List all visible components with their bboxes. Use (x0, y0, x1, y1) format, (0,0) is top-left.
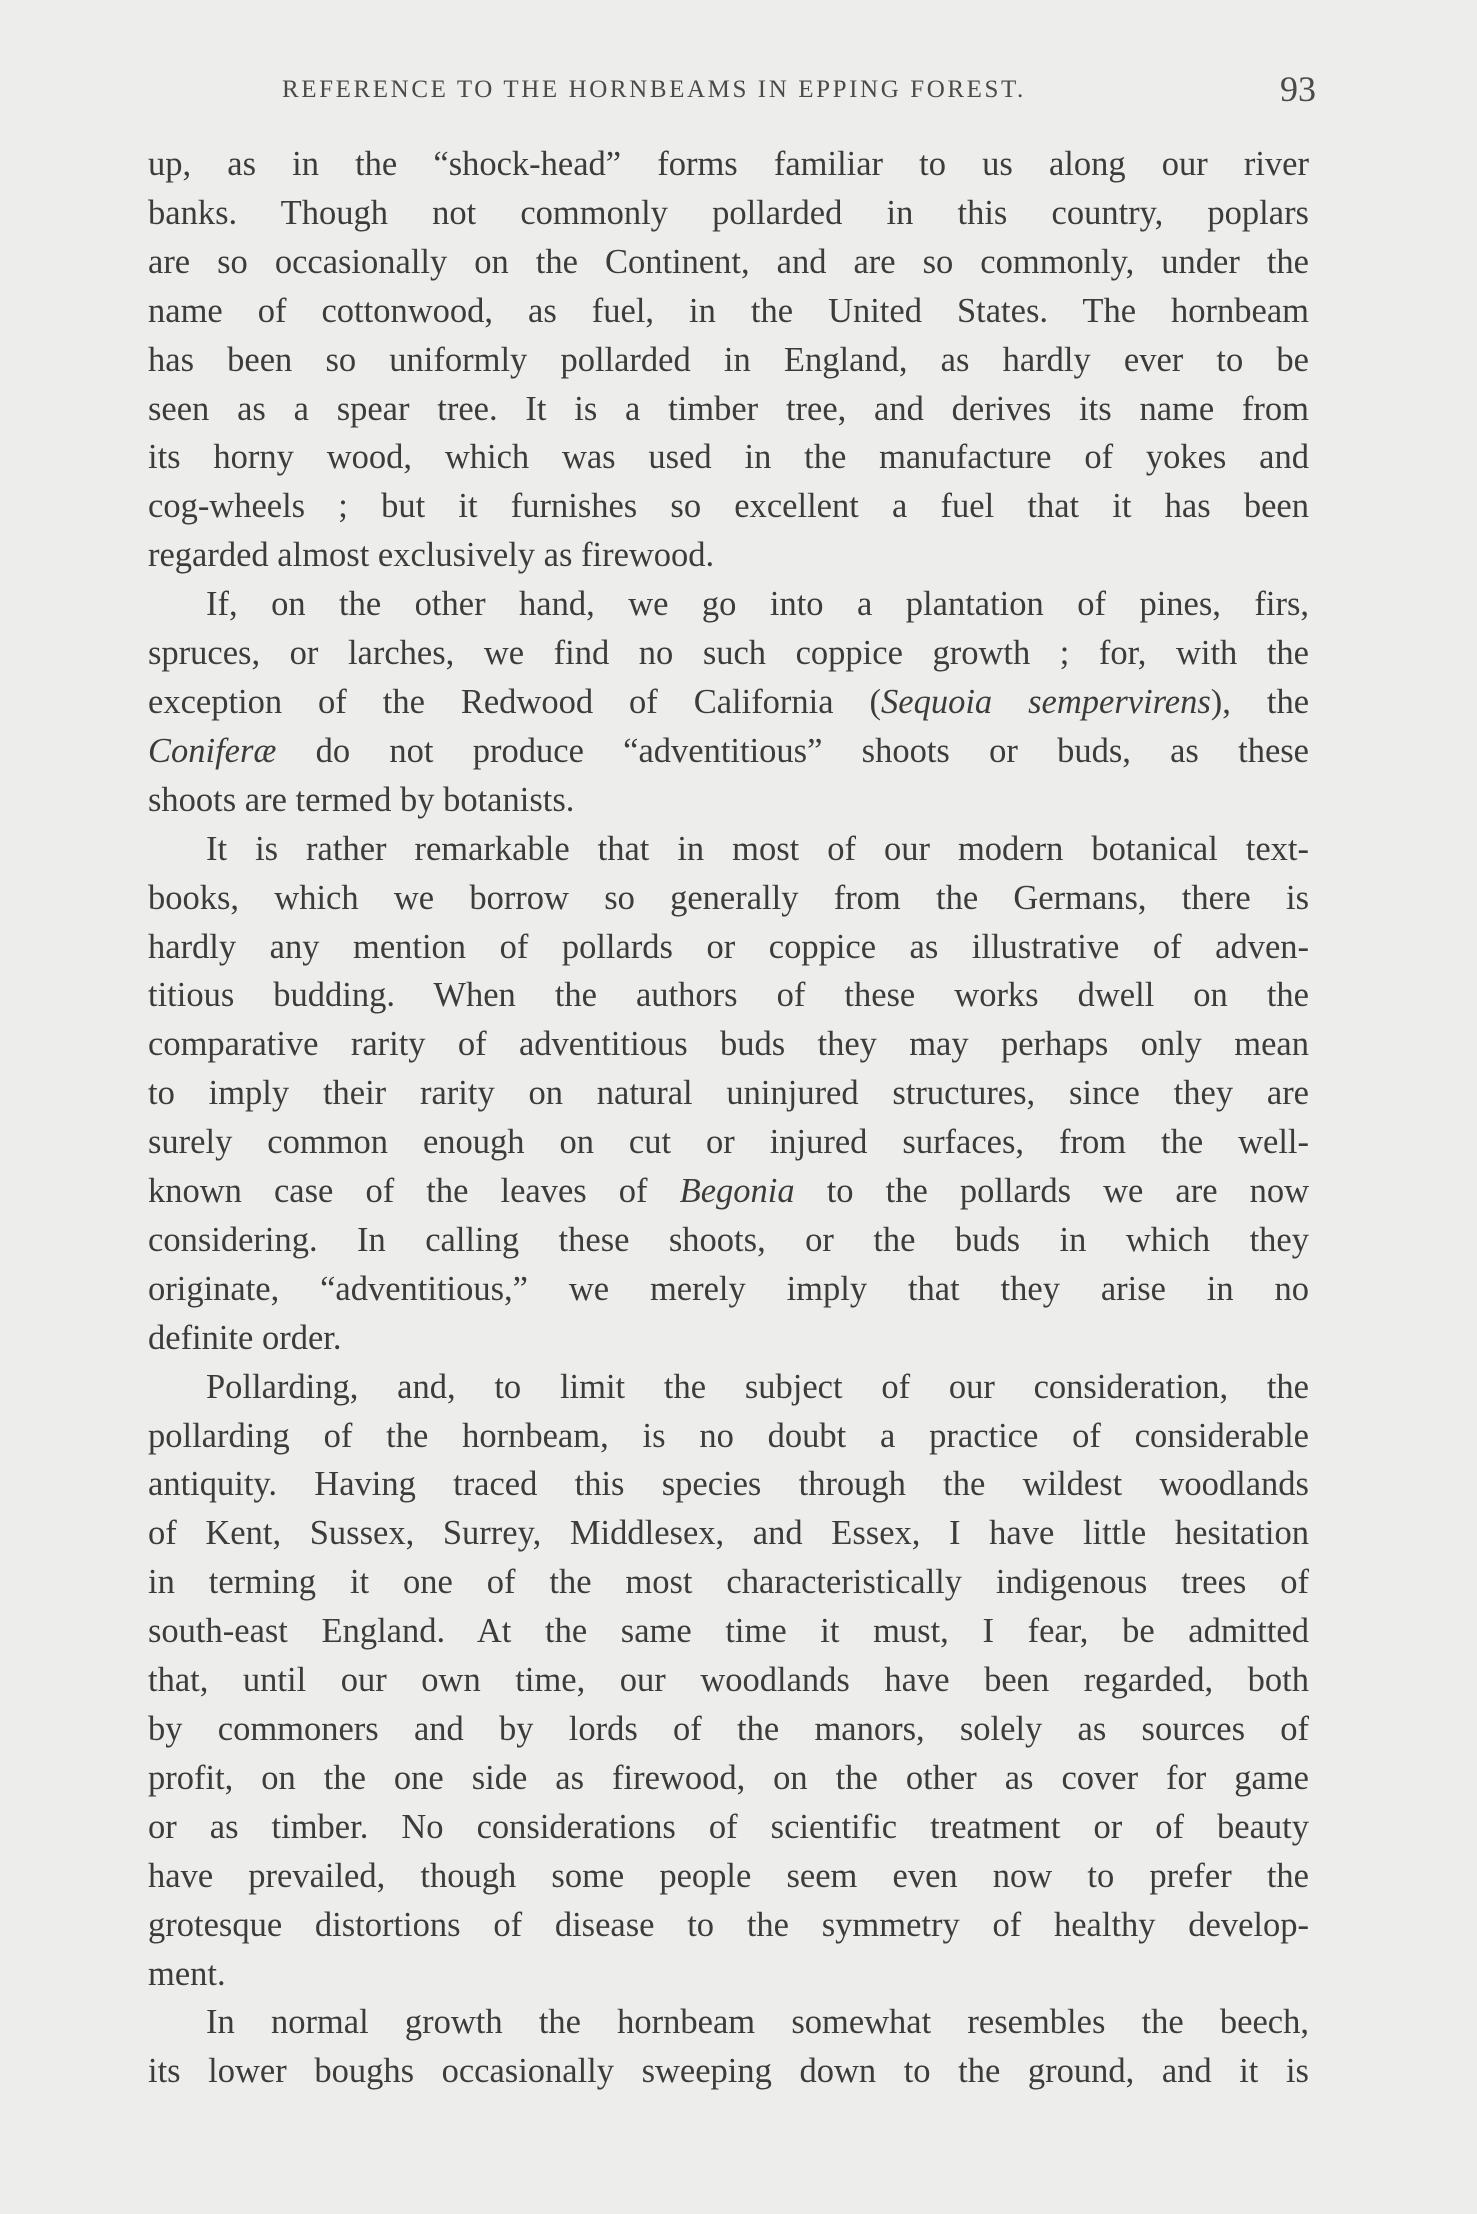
text-line: antiquity. Having traced this species through the wildest woodlands (148, 1465, 1309, 1504)
text-line: If, on the other hand, we go into a plantation of pines, firs, (206, 585, 1309, 624)
text-line: In normal growth the hornbeam somewhat resembles the beech, (206, 2003, 1309, 2042)
text-line: name of cottonwood, as fuel, in the United States. The hornbeam (148, 291, 1309, 330)
text-line: have prevailed, though some people seem even now to prefer the (148, 1856, 1309, 1895)
text-line: comparative rarity of adventitious buds they may perhaps only mean (148, 1025, 1309, 1064)
text-line: shoots are termed by botanists. (148, 780, 575, 819)
text-line: its lower boughs occasionally sweeping down to the ground, and it is (148, 2052, 1309, 2091)
text-line: are so occasionally on the Continent, and are so commonly, under the (148, 242, 1309, 281)
text-line: by commoners and by lords of the manors, solely as sources of (148, 1710, 1309, 1748)
text-line: spruces, or larches, we find no such coppice growth ; for, with the (148, 634, 1309, 673)
text-line: It is rather remarkable that in most of our modern botanical text- (206, 829, 1309, 868)
text-line: known case of the leaves of Begonia to the pollards we are now (148, 1172, 1310, 1211)
text-line: in terming it one of the most characteristically indigenous trees of (148, 1563, 1309, 1602)
text-line: to imply their rarity on natural uninjured structures, since they are (148, 1074, 1309, 1113)
text-line: Pollarding, and, to limit the subject of our consideration, the (206, 1367, 1309, 1406)
text-line: grotesque distortions of disease to the symmetry of healthy develop- (148, 1905, 1309, 1944)
text-line: titious budding. When the authors of these works dwell on the (148, 976, 1309, 1015)
text-line: regarded almost exclusively as firewood. (148, 536, 715, 575)
page-number: 93 (1280, 69, 1316, 109)
text-line: originate, “adventitious,” we merely imply that they arise in no (148, 1269, 1309, 1308)
italic-term: Begonia (679, 1172, 795, 1211)
text-line: profit, on the one side as firewood, on the other as cover for game (148, 1758, 1309, 1797)
text-line: ment. (148, 1954, 226, 1993)
text-line: surely common enough on cut or injured surfaces, from the well- (148, 1123, 1309, 1162)
text-line: that, until our own time, our woodlands have been regarded, both (148, 1661, 1309, 1700)
text-line: south-east England. At the same time it must, I fear, be admitted (148, 1612, 1309, 1651)
text-line: of Kent, Sussex, Surrey, Middlesex, and Essex, I have little hesitation (148, 1514, 1309, 1553)
text-line: its horny wood, which was used in the manufacture of yokes and (148, 438, 1309, 477)
running-head (148, 68, 1316, 116)
text-line: exception of the Redwood of California (Sequoia sempervirens), the (148, 682, 1310, 721)
text-line: banks. Though not commonly pollarded in this country, poplars (148, 193, 1309, 232)
text-line: considering. In calling these shoots, or the buds in which they (148, 1220, 1309, 1259)
text-line: seen as a spear tree. It is a timber tree, and derives its name from (148, 389, 1309, 428)
body-text (148, 140, 1309, 2096)
text-line: up, as in the “shock-head” forms familiar to us along our river (148, 145, 1309, 183)
text-line: cog-wheels ; but it furnishes so excellent a fuel that it has been (148, 487, 1309, 526)
text-line: books, which we borrow so generally from the Germans, there is (148, 878, 1309, 917)
text-line: hardly any mention of pollards or coppice as illustrative of adven- (148, 927, 1309, 966)
text-line: definite order. (148, 1318, 342, 1357)
running-head-title: REFERENCE TO THE HORNBEAMS IN EPPING FOREST. (282, 76, 1026, 103)
italic-term: Sequoia sempervirens (881, 682, 1211, 721)
italic-term: Coniferæ (148, 731, 277, 770)
text-line: pollarding of the hornbeam, is no doubt a practice of considerable (148, 1416, 1309, 1455)
text-line: or as timber. No considerations of scientific treatment or of beauty (148, 1807, 1309, 1846)
text-line: Coniferæ do not produce “adventitious” shoots or buds, as these (148, 731, 1309, 770)
text-line: has been so uniformly pollarded in England, as hardly ever to be (148, 340, 1309, 379)
